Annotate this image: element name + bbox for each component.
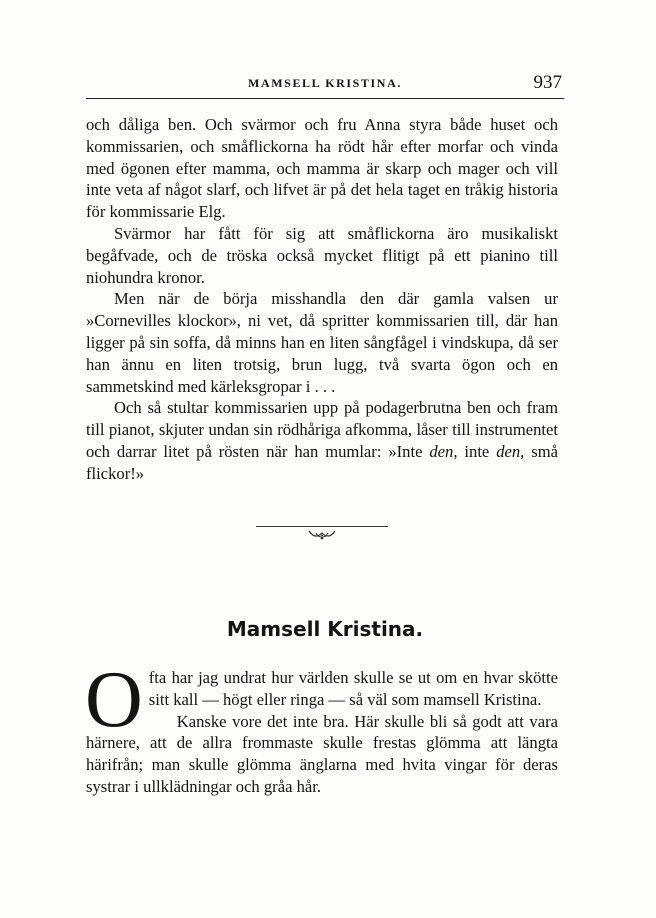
opening-paragraph xyxy=(85,656,558,744)
text-run: Och så stultar kommissarien upp på podagerbrutna ben och fram till pianot, skjuter undan sin rödhåriga afkomma, låser till instrumentet och darrar litet på rösten när han mumlar: »Inte xyxy=(86,398,558,461)
paragraph: Svärmor har fått för sig att småflickorna äro musikaliskt begåfvade, och de tröska också mycket flitigt på ett pianino till niohundra kronor. xyxy=(86,223,558,287)
divider-rule xyxy=(256,526,388,527)
opening-text: fta har jag undrat hur världen skulle se ut om en hvar skötte sitt kall — högt eller ringa — så väl som mamsell Kristina. xyxy=(148,668,558,709)
emphasis-text: den, xyxy=(496,441,525,461)
page-number: 937 xyxy=(533,72,562,93)
running-title: MAMSELL KRISTINA. xyxy=(248,76,402,90)
chapter-body xyxy=(85,656,558,798)
fleuron-ornament-icon xyxy=(307,528,337,542)
text-run: inte xyxy=(457,441,497,461)
drop-cap: O xyxy=(85,656,143,744)
section-divider xyxy=(256,525,388,543)
paragraph: Men när de börja misshandla den där gamla valsen ur »Cornevilles klockor», ni vet, då spritter kommissarien till, där han ligger på sin soffa, då minns han en liten sångfågel i vindskupa, då ser han ännu en liten trotsig, brun lugg, två svarta ögon och en sammetskind med kärleksgropar i . . . xyxy=(86,289,558,396)
emphasis-text: den, xyxy=(429,441,458,461)
running-head xyxy=(86,72,564,96)
header-rule xyxy=(86,98,564,99)
paragraph-continued: och dåliga ben. Och svärmor och fru Anna styra både huset och kommissarien, och småflickorna ha rödt hår efter morfar och vinda med ögonen efter mamma, och mamma är skarp och mager och vill inte veta af något slarf, och lifvet är på det hela taget en tråkig historia för kommissarie Elg. xyxy=(86,115,558,222)
text-run: små flickor!» xyxy=(86,441,558,483)
paragraph: Kanske vore det inte bra. Här skulle bli så godt att vara härnere, att de allra frommaste skulle frestas glömma att längta härifrån; man skulle glömma änglarna med hvita vingar för deras systrar i ullklädningar och gråa hår. xyxy=(86,711,558,796)
chapter-title: Mamsell Kristina. xyxy=(226,617,424,641)
paragraph-final xyxy=(86,397,558,484)
previous-chapter-ending xyxy=(86,114,558,485)
